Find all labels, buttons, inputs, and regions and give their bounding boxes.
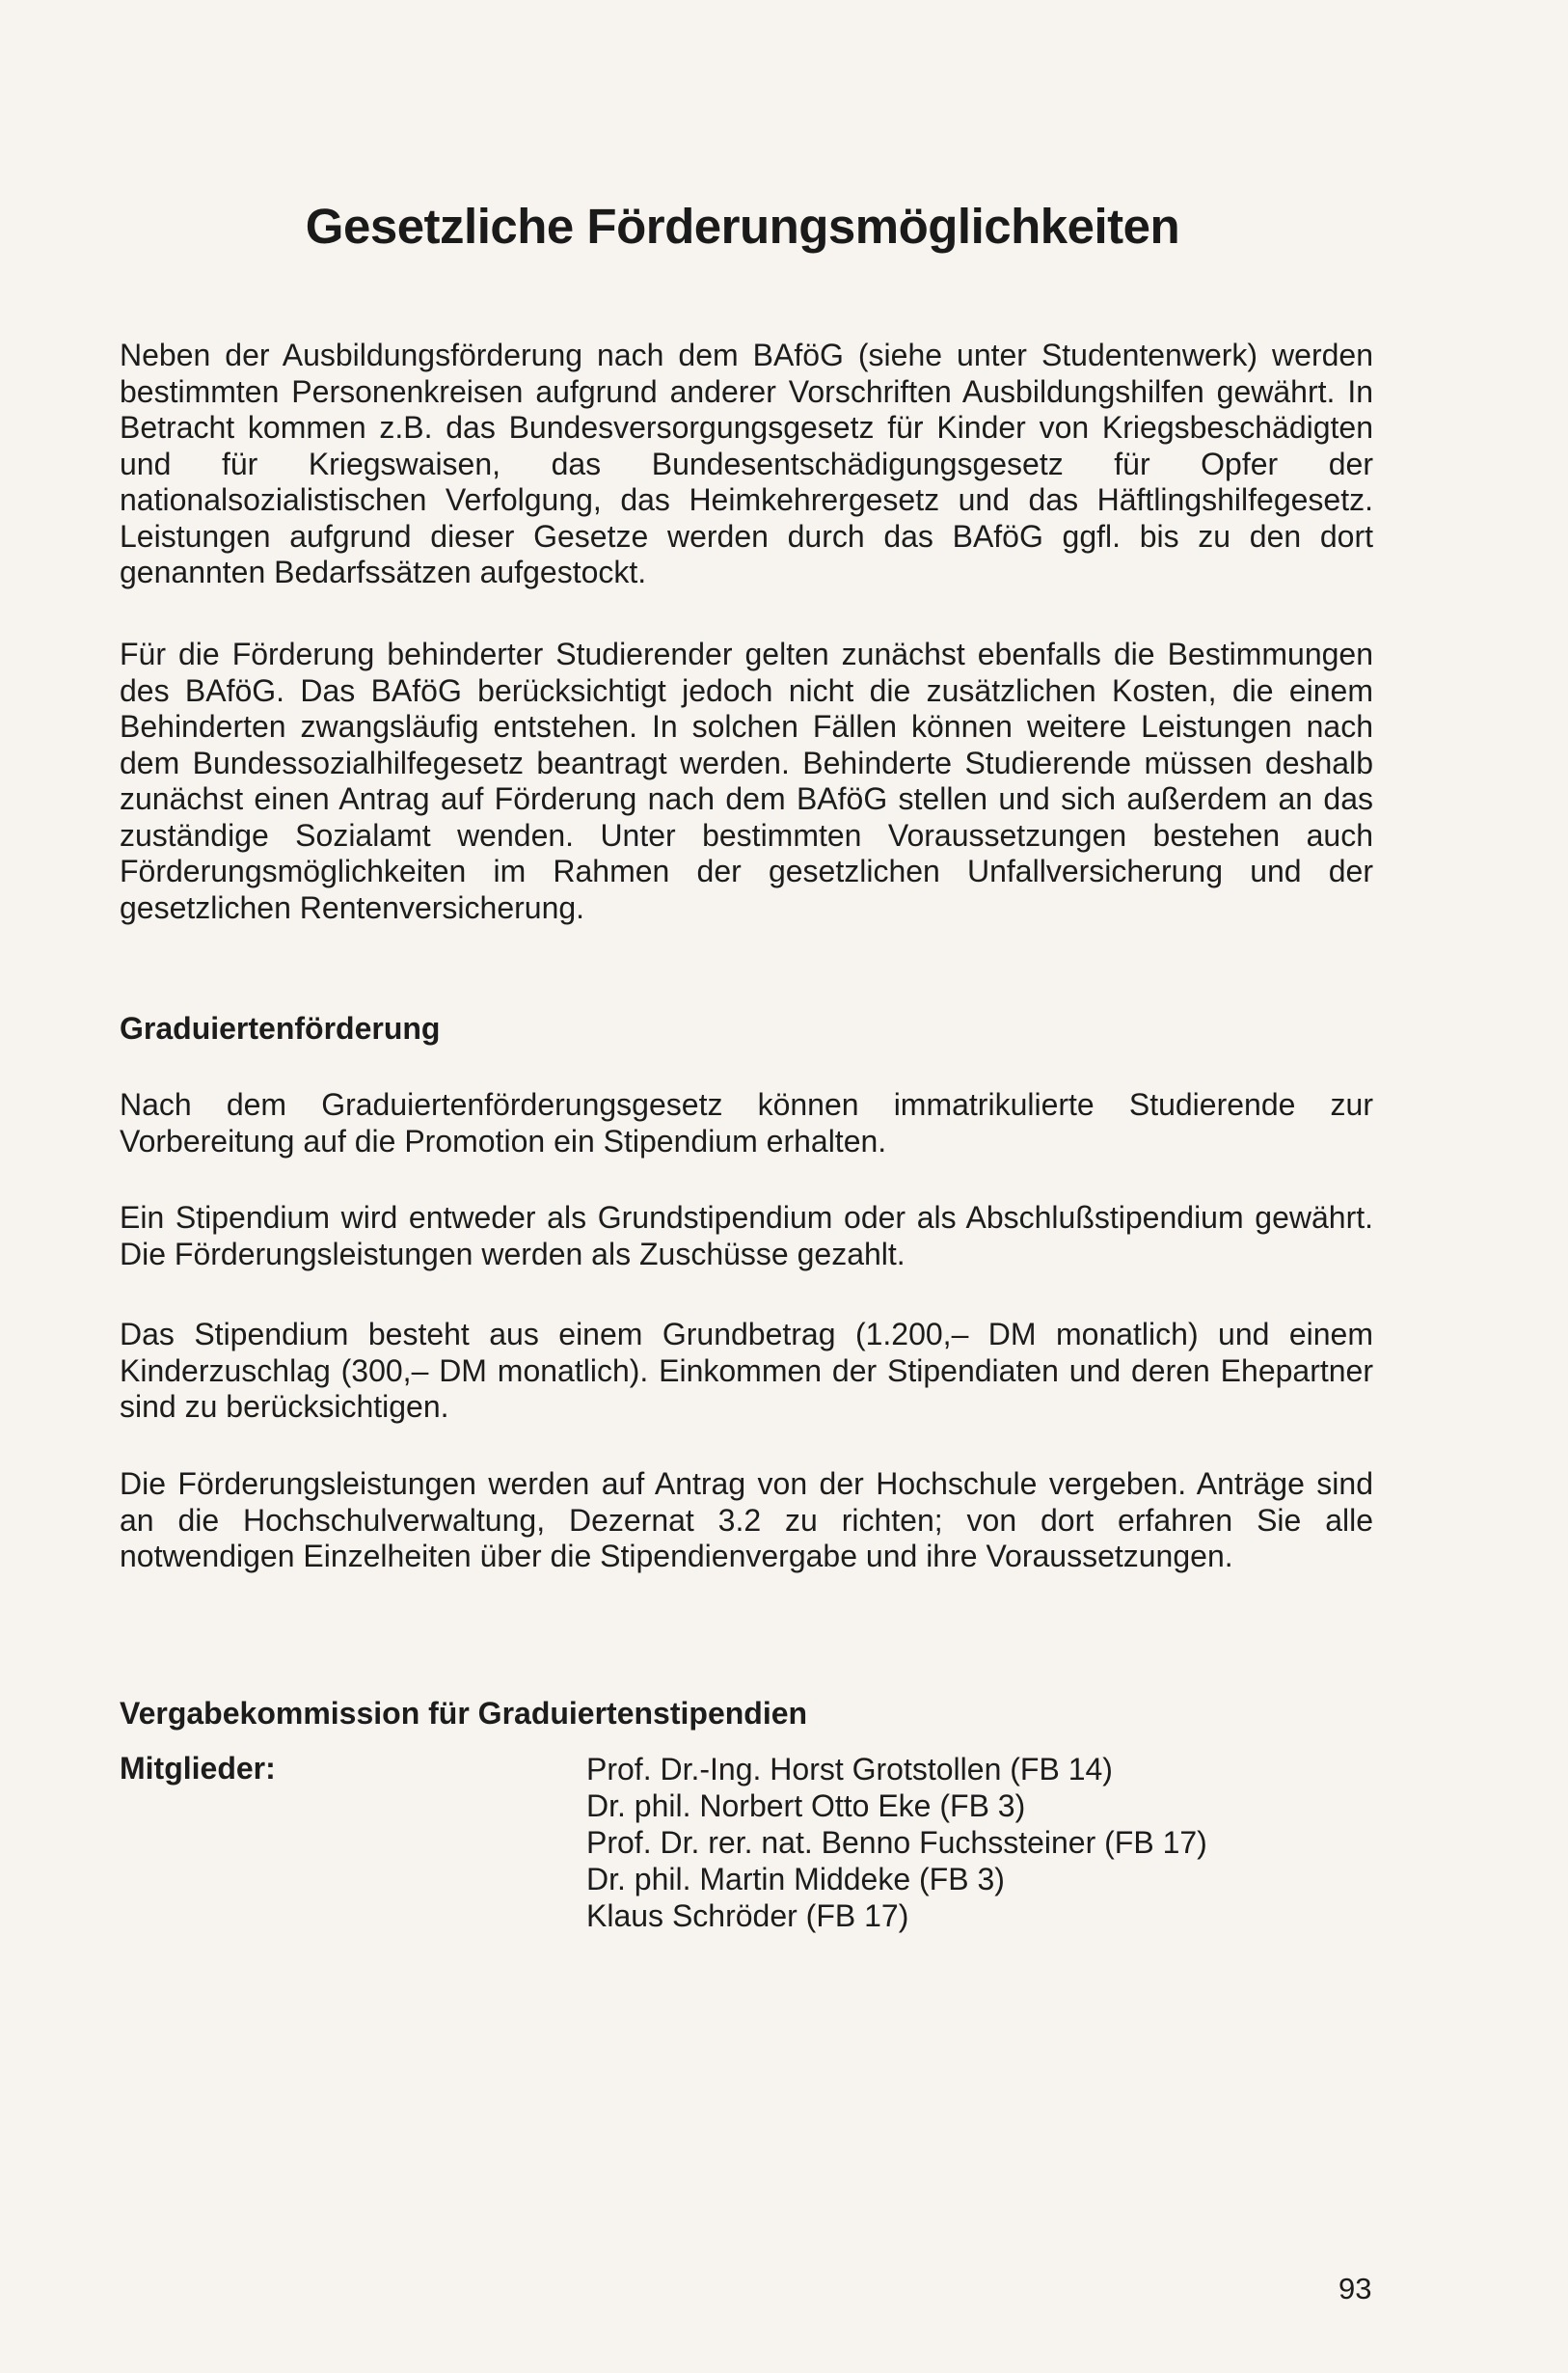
member-item: Prof. Dr. rer. nat. Benno Fuchssteiner (FB 17) — [586, 1825, 1207, 1860]
paragraph-graduate-law: Nach dem Graduiertenförderungsgesetz können immatrikulierte Studierende zur Vorbereitung auf die Promotion ein Stipendium erhalten. — [120, 1087, 1373, 1159]
paragraph-grant-amount: Das Stipendium besteht aus einem Grundbetrag (1.200,– DM monatlich) und einem Kinderzuschlag (300,– DM monatlich). Einkommen der Stipendiaten und deren Ehepartner sind zu berücksichtigen. — [120, 1317, 1373, 1424]
member-item: Dr. phil. Martin Middeke (FB 3) — [586, 1862, 1005, 1896]
member-item: Klaus Schröder (FB 17) — [586, 1898, 909, 1933]
members-label: Mitglieder: — [120, 1751, 276, 1786]
members-list — [586, 1751, 1207, 1934]
commission-heading: Vergabekommission für Graduiertenstipendien — [120, 1696, 808, 1731]
page-number: 93 — [1338, 2272, 1372, 2305]
paragraph-bafoeg-other-laws: Neben der Ausbildungsförderung nach dem BAföG (siehe unter Studentenwerk) werden bestimmten Personenkreisen aufgrund anderer Vorschriften Ausbildungshilfen gewährt. In Betracht kommen z.B. das Bundesversorgungsgesetz für Kinder von Kriegsbeschädigten und für Kriegswaisen, das Bundesentschädigungsgesetz für Opfer der nationalsozialistischen Verfolgung, das Heimkehrergesetz und das Häftlingshilfegesetz. Leistungen aufgrund dieser Gesetze werden durch das BAföG ggfl. bis zu den dort genannten Bedarfssätzen aufgestockt. — [120, 338, 1373, 589]
paragraph-disabled-students: Für die Förderung behinderter Studierender gelten zunächst ebenfalls die Bestimmungen des BAföG. Das BAföG berücksichtigt jedoch nicht die zusätzlichen Kosten, die einem Behinderten zwangsläufig entstehen. In solchen Fällen können weitere Leistungen nach dem Bundessozialhilfegesetz beantragt werden. Behinderte Studierende müssen deshalb zunächst einen Antrag auf Förderung nach dem BAföG stellen und sich außerdem an das zuständige Sozialamt wenden. Unter bestimmten Voraussetzungen bestehen auch Förderungsmöglichkeiten im Rahmen der gesetzlichen Unfallversicherung und der gesetzlichen Rentenversicherung. — [120, 637, 1373, 925]
page-title: Gesetzliche Förderungsmöglichkeiten — [305, 199, 1180, 254]
member-item: Dr. phil. Norbert Otto Eke (FB 3) — [586, 1788, 1026, 1823]
graduate-heading: Graduiertenförderung — [120, 1011, 441, 1046]
paragraph-grant-types: Ein Stipendium wird entweder als Grundstipendium oder als Abschlußstipendium gewährt. Die Förderungsleistungen werden als Zuschüsse gezahlt. — [120, 1200, 1373, 1271]
member-item: Prof. Dr.-Ing. Horst Grotstollen (FB 14) — [586, 1752, 1113, 1787]
paragraph-application: Die Förderungsleistungen werden auf Antrag von der Hochschule vergeben. Anträge sind an die Hochschulverwaltung, Dezernat 3.2 zu richten; von dort erfahren Sie alle notwendigen Einzelheiten über die Stipendienvergabe und ihre Voraussetzungen. — [120, 1466, 1373, 1573]
